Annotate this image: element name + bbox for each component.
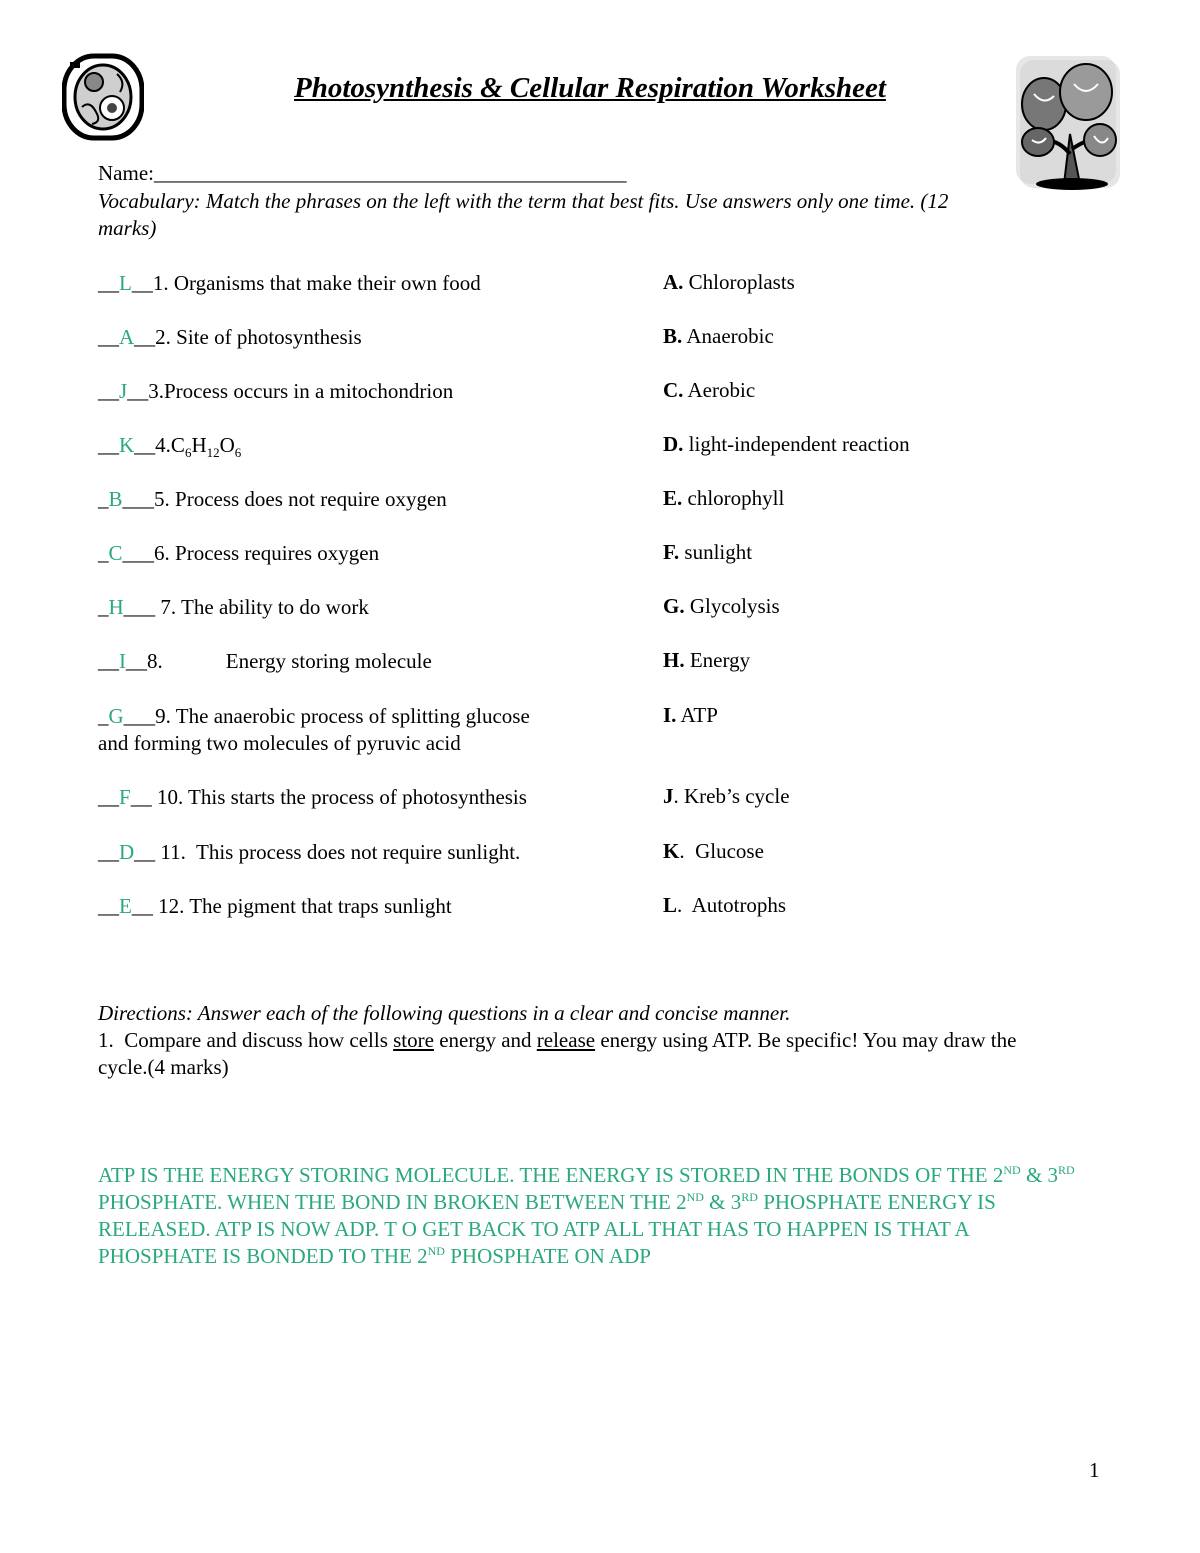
- question-7: _H___ 7. The ability to do work: [98, 595, 369, 619]
- option-i: I. ATP: [663, 703, 718, 727]
- question-5: _B___5. Process does not require oxygen: [98, 487, 447, 511]
- question-6: _C___6. Process requires oxygen: [98, 541, 380, 565]
- question-12: __E__ 12. The pigment that traps sunlight: [98, 894, 452, 918]
- answer-6: C: [108, 541, 123, 565]
- question-8: __I__8. Energy storing molecule: [98, 649, 432, 673]
- answer-7: H: [108, 595, 124, 619]
- directions-section: [98, 1000, 1068, 1081]
- answer-9: G: [108, 704, 124, 728]
- option-e: E. chlorophyll: [663, 486, 785, 510]
- answer-11: D: [119, 840, 135, 864]
- answer-5: B: [108, 487, 123, 511]
- option-h: H. Energy: [663, 648, 751, 672]
- question-11: __D__ 11. This process does not require sunlight.: [98, 840, 521, 864]
- option-d: D. light-independent reaction: [663, 432, 910, 456]
- store-underlined: store: [393, 1028, 434, 1052]
- directions-label: Directions: Answer each of the following questions in a clear and concise manner.: [98, 1001, 791, 1025]
- answer-1: L: [119, 271, 132, 295]
- option-g: G. Glycolysis: [663, 594, 780, 618]
- cell-clipart-icon: [62, 52, 144, 142]
- question-3: __J__3.Process occurs in a mitochondrion: [98, 379, 454, 403]
- answer-2: A: [119, 325, 135, 349]
- option-a: A. Chloroplasts: [663, 270, 795, 294]
- name-field[interactable]: [98, 161, 626, 186]
- answer-8: I: [119, 649, 126, 673]
- answer-10: F: [119, 785, 131, 809]
- option-b: B. Anaerobic: [663, 324, 774, 348]
- option-j: J. Kreb’s cycle: [663, 784, 790, 808]
- question-2: __A__2. Site of photosynthesis: [98, 325, 362, 349]
- answer-12: E: [119, 894, 132, 918]
- page-number: 1: [1089, 1458, 1100, 1482]
- question-1: __L__1. Organisms that make their own food: [98, 271, 481, 295]
- answer-4: K: [119, 433, 135, 457]
- question-compare-atp: 1. Compare and discuss how cells store energy and release energy using ATP. Be specific! You may draw the cycle.(4 marks): [98, 1028, 1017, 1079]
- option-k: K. Glucose: [663, 839, 764, 863]
- option-c: C. Aerobic: [663, 378, 756, 402]
- vocabulary-instruction: Vocabulary: Match the phrases on the left with the term that best fits. Use answers only one time. (12 marks): [98, 189, 949, 240]
- option-f: F. sunlight: [663, 540, 753, 564]
- name-label: Name:: [98, 161, 154, 185]
- answer-3: J: [119, 379, 128, 403]
- option-l: L. Autotrophs: [663, 893, 787, 917]
- plant-clipart-icon: [1014, 54, 1126, 194]
- question-9: _G___9. The anaerobic process of splitting glucose and forming two molecules of pyruvic acid: [98, 704, 530, 755]
- worksheet-title: Photosynthesis & Cellular Respiration Worksheet: [294, 72, 886, 104]
- question-4: $\_\_K\_\_4.C_6H_{12}O_6$: [98, 433, 242, 461]
- student-answer: ATP IS THE ENERGY STORING MOLECULE. THE ENERGY IS STORED IN THE BONDS OF THE 2ND & 3RD PHOSPHATE. WHEN THE BOND IN BROKEN BETWEEN THE 2ND & 3RD PHOSPHATE ENERGY IS RELEASED. ATP IS NOW ADP. T O GET BACK TO ATP ALL THAT HAS TO HAPPEN IS THAT A PHOSPHATE IS BONDED TO THE 2ND PHOSPHATE ON ADP: [98, 1163, 1075, 1268]
- name-blank-line: _____________________________________________: [153, 161, 627, 185]
- release-underlined: release: [536, 1028, 596, 1052]
- question-10: __F__ 10. This starts the process of photosynthesis: [98, 785, 527, 809]
